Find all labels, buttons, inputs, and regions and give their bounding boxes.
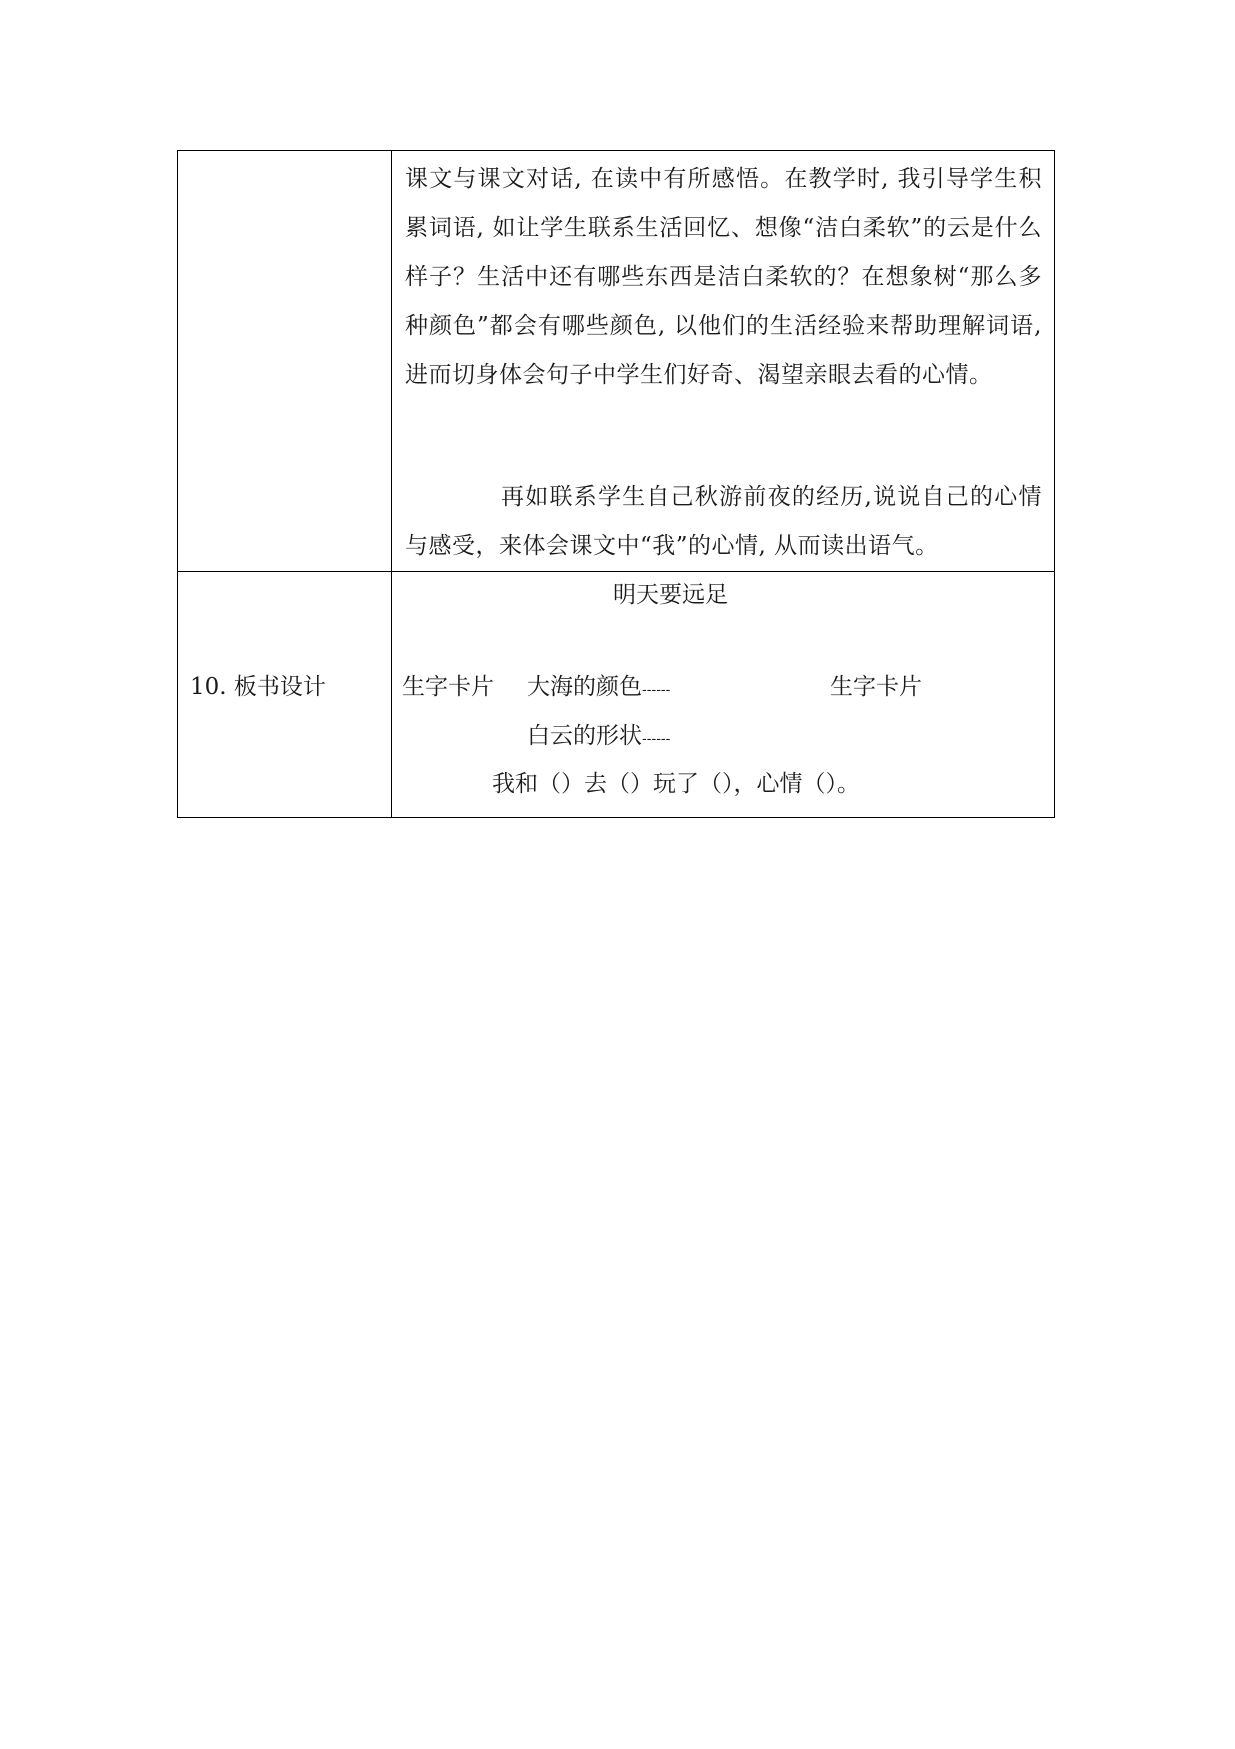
board-item-2 [527,721,670,754]
reflection-paragraph-2: 再如联系学生自己秋游前夜的经历,说说自己的心情与感受，来体会课文中“我”的心情, 从而读出语气。 [405,484,1042,559]
column-divider [391,572,392,817]
board-item-1-dashes: ------ [642,682,671,698]
board-left-card: 生字卡片 [402,674,494,700]
column-divider [391,151,392,571]
board-item-1-text: 大海的颜色 [527,674,642,700]
board-sentence: 我和（）去（）玩了（），心情（）。 [492,771,860,797]
reflection-paragraph-1: 课文与课文对话, 在读中有所感悟。在教学时, 我引导学生积累词语, 如让学生联系生活回忆、想像“洁白柔软”的云是什么样子？生活中还有哪些东西是洁白柔软的？在想象树“那么多种颜色”都会有哪些颜色, 以他们的生活经验来帮助理解词语, 进而切身体会句子中学生们好奇、渴望亲眼去看的心情。 [405,166,1042,388]
table-row-board-design [178,572,1054,817]
board-item-1 [527,672,670,705]
board-right-card: 生字卡片 [830,674,922,700]
board-item-2-dashes: ------ [642,731,671,747]
reflection-content-cell [405,151,1042,571]
board-design-label: 10. 板书设计 [190,674,326,700]
lesson-plan-table [177,150,1055,818]
board-title: 明天要远足 [613,582,728,608]
table-row-reflection [178,151,1054,572]
board-item-2-text: 白云的形状 [527,723,642,749]
